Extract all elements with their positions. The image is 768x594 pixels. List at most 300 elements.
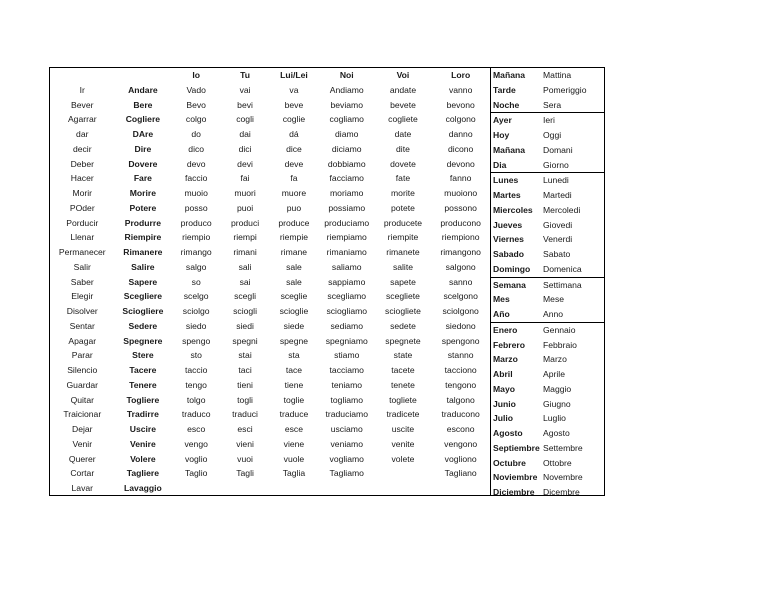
table-cell[interactable] [319, 481, 375, 496]
table-cell[interactable]: producete [383, 217, 423, 228]
table-cell[interactable]: do [191, 129, 201, 139]
table-cell[interactable]: tieni [237, 379, 253, 390]
table-cell[interactable]: Dejar [71, 424, 93, 434]
table-cell[interactable]: muori [234, 188, 256, 198]
table-cell[interactable] [375, 481, 432, 496]
table-cell[interactable]: siedi [236, 320, 254, 331]
table-cell[interactable]: sto [190, 350, 202, 361]
table-cell[interactable]: Cortar [70, 468, 95, 479]
table-cell[interactable]: rimaniamo [326, 247, 367, 257]
table-cell[interactable]: rimango [180, 247, 212, 257]
table-cell[interactable]: traduce [279, 409, 309, 420]
italian-word-cell[interactable]: Dicembre [543, 487, 580, 496]
spanish-word-cell[interactable]: Año [493, 309, 510, 319]
table-cell[interactable]: coglie [282, 114, 306, 125]
table-cell[interactable]: vai [239, 84, 251, 95]
table-cell[interactable]: dai [239, 129, 251, 139]
table-cell[interactable]: Tagliano [444, 468, 477, 479]
table-cell[interactable]: vogliono [444, 453, 477, 464]
table-cell[interactable]: sciogli [233, 306, 257, 316]
table-cell[interactable]: sappiamo [328, 276, 366, 287]
table-cell[interactable]: Salir [73, 261, 91, 272]
italian-word-cell[interactable]: Martedi [543, 190, 572, 200]
header-cell[interactable]: Noi [339, 70, 354, 80]
table-cell[interactable]: fate [395, 173, 411, 184]
table-cell[interactable]: riempite [387, 232, 419, 243]
table-cell[interactable]: produce [278, 217, 310, 228]
table-cell[interactable]: cogliamo [329, 114, 364, 125]
table-cell[interactable]: salite [392, 261, 413, 272]
table-cell[interactable]: devono [446, 158, 475, 169]
table-cell[interactable]: moriamo [330, 188, 364, 198]
table-cell[interactable]: Fare [133, 173, 152, 184]
table-cell[interactable]: sale [286, 276, 302, 287]
table-cell[interactable]: esco [187, 424, 206, 434]
table-cell[interactable]: tenete [391, 379, 415, 390]
table-cell[interactable]: produci [230, 217, 260, 228]
table-cell[interactable]: vuole [283, 453, 305, 464]
table-cell[interactable]: muoiono [444, 188, 478, 198]
italian-word-cell[interactable]: Mattina [543, 70, 572, 80]
table-cell[interactable]: cogli [236, 114, 254, 125]
spanish-word-cell[interactable]: Julio [493, 413, 514, 424]
vocab-row [491, 397, 604, 412]
table-row [50, 348, 490, 363]
table-cell[interactable]: usciamo [330, 424, 363, 434]
spanish-word-cell[interactable]: Junio [493, 398, 516, 409]
table-cell[interactable]: togliete [389, 394, 417, 405]
table-cell[interactable]: stiamo [334, 350, 360, 361]
italian-word-cell[interactable]: Maggio [543, 383, 572, 394]
table-cell[interactable]: colgono [445, 114, 476, 125]
table-cell[interactable]: potete [391, 202, 415, 213]
vocab-row [491, 232, 604, 247]
table-cell[interactable]: date [394, 129, 412, 139]
table-cell[interactable]: Hacer [70, 173, 94, 184]
table-cell[interactable]: tacciono [444, 365, 477, 375]
table-cell[interactable]: sedete [390, 320, 416, 331]
table-cell[interactable]: diciamo [331, 143, 362, 154]
table-cell[interactable]: spegni [232, 335, 258, 346]
table-cell[interactable]: toglie [283, 394, 305, 405]
table-cell[interactable]: Elegir [71, 291, 94, 302]
table-cell[interactable]: dicono [448, 143, 474, 154]
table-cell[interactable]: taccio [184, 365, 208, 375]
table-cell[interactable]: so [191, 276, 201, 287]
spanish-word-cell[interactable]: Dia [493, 159, 507, 170]
table-cell[interactable]: Scegliere [123, 291, 162, 302]
table-cell[interactable]: spengono [441, 335, 480, 346]
spanish-word-cell[interactable]: Hoy [493, 130, 510, 140]
table-cell[interactable]: dovete [390, 158, 416, 169]
table-cell[interactable]: Dire [134, 143, 152, 154]
table-cell[interactable]: Guardar [66, 379, 99, 390]
table-cell[interactable]: veniamo [330, 438, 363, 449]
italian-word-cell[interactable]: Sabato [543, 249, 571, 259]
table-cell[interactable]: traduciamo [325, 409, 368, 420]
table-cell[interactable]: dar [76, 129, 89, 139]
table-cell[interactable]: andate [389, 84, 417, 95]
table-cell[interactable]: togli [237, 394, 253, 405]
table-cell[interactable]: beviamo [330, 99, 363, 110]
table-cell[interactable]: taci [238, 365, 252, 375]
spanish-word-cell[interactable]: Agosto [493, 428, 523, 438]
vocab-group [491, 68, 604, 113]
table-cell[interactable]: vogliamo [329, 453, 364, 464]
table-cell[interactable]: Disolver [66, 306, 98, 316]
table-cell[interactable]: Tagliere [126, 468, 160, 479]
table-cell[interactable]: state [393, 350, 413, 361]
table-cell[interactable]: riempio [182, 232, 211, 243]
spanish-word-cell[interactable]: Mes [493, 294, 510, 305]
table-cell[interactable]: Vado [186, 84, 206, 95]
spanish-word-cell[interactable]: Lunes [493, 175, 519, 186]
spanish-word-cell[interactable]: Tarde [493, 84, 516, 95]
italian-word-cell[interactable]: Giorno [543, 159, 569, 170]
table-cell[interactable]: Sciogliere [122, 306, 164, 316]
table-cell[interactable]: riempie [279, 232, 309, 243]
table-cell[interactable]: rimangono [440, 247, 481, 257]
spanish-word-cell[interactable]: Mañana [493, 144, 525, 155]
table-cell[interactable]: vanno [448, 84, 473, 95]
table-cell[interactable]: Bevo [186, 99, 206, 110]
table-cell[interactable]: traduco [181, 409, 211, 420]
table-cell[interactable]: cogliete [388, 114, 418, 125]
table-cell[interactable]: tradicete [386, 409, 420, 420]
table-cell[interactable]: faccio [184, 173, 208, 184]
italian-word-cell[interactable]: Lunedi [543, 175, 569, 186]
spanish-word-cell[interactable]: Diciembre [493, 487, 535, 496]
table-cell[interactable]: Riempire [124, 232, 162, 243]
table-cell[interactable]: spegne [279, 335, 309, 346]
spanish-word-cell[interactable]: Ayer [493, 115, 512, 126]
table-cell[interactable]: possono [444, 202, 477, 213]
table-cell[interactable]: riempiamo [326, 232, 367, 243]
table-cell[interactable]: deve [284, 158, 304, 169]
table-cell[interactable]: Andiamo [329, 84, 364, 95]
table-cell[interactable] [221, 481, 269, 496]
table-cell[interactable]: sale [286, 261, 302, 272]
table-cell[interactable]: Sedere [128, 320, 158, 331]
table-cell[interactable]: tengo [185, 379, 207, 390]
italian-word-cell[interactable]: Ieri [543, 115, 555, 126]
table-cell[interactable]: rimani [233, 247, 257, 257]
table-cell[interactable]: Llenar [70, 232, 95, 243]
table-cell[interactable]: salgono [445, 261, 476, 272]
table-cell[interactable]: scelgo [183, 291, 209, 302]
table-cell[interactable] [431, 481, 490, 496]
table-cell[interactable]: Quitar [70, 394, 94, 405]
table-cell[interactable] [171, 481, 221, 496]
spanish-word-cell[interactable]: Viernes [493, 234, 524, 245]
table-cell[interactable]: spegnete [385, 335, 421, 346]
table-cell[interactable]: dici [238, 143, 252, 154]
table-cell[interactable]: morite [391, 188, 415, 198]
header-cell[interactable] [115, 68, 172, 83]
italian-word-cell[interactable]: Giovedi [543, 219, 573, 230]
table-cell[interactable]: tacciamo [329, 365, 364, 375]
table-cell[interactable]: togliamo [330, 394, 363, 405]
table-cell[interactable]: Spegnere [123, 335, 163, 346]
table-cell[interactable]: scelgono [443, 291, 478, 302]
italian-word-cell[interactable]: Novembre [543, 472, 583, 483]
italian-word-cell[interactable]: Pomeriggio [543, 84, 587, 95]
table-cell[interactable]: scioglie [279, 306, 309, 316]
table-cell[interactable]: Bere [133, 99, 153, 110]
spanish-word-cell[interactable]: Marzo [493, 354, 518, 365]
table-cell[interactable]: tace [285, 365, 303, 375]
header-cell[interactable]: Loro [451, 70, 471, 80]
table-cell[interactable]: sapete [390, 276, 416, 287]
table-cell[interactable]: dite [396, 143, 410, 154]
spanish-word-cell[interactable]: Martes [493, 190, 521, 200]
spanish-word-cell[interactable]: Noviembre [493, 472, 538, 483]
table-cell[interactable]: saliamo [331, 261, 362, 272]
table-cell[interactable]: rimane [280, 247, 308, 257]
table-cell[interactable]: voglio [184, 453, 208, 464]
table-cell[interactable]: Salire [131, 261, 155, 272]
table-cell[interactable]: Taglio [184, 468, 208, 479]
table-cell[interactable]: spegniamo [325, 335, 368, 346]
table-cell[interactable]: dobbiamo [327, 158, 366, 169]
table-cell[interactable]: Togliere [126, 394, 160, 405]
table-cell[interactable]: Agarrar [67, 114, 97, 125]
table-cell[interactable]: tolgo [186, 394, 206, 405]
table-cell[interactable]: muoio [184, 188, 208, 198]
vocab-row [491, 426, 604, 441]
table-cell[interactable]: Tradirre [126, 409, 159, 420]
table-cell[interactable]: Apagar [68, 335, 97, 346]
table-cell[interactable]: produco [180, 217, 212, 228]
table-cell[interactable]: Traicionar [63, 409, 102, 420]
table-cell[interactable]: vengo [184, 438, 208, 449]
table-cell[interactable]: sciogliete [385, 306, 421, 316]
italian-word-cell[interactable]: Settembre [543, 442, 583, 453]
spanish-word-cell[interactable]: Octubre [493, 457, 526, 468]
table-row [50, 466, 490, 481]
table-cell[interactable]: Tagli [236, 468, 254, 479]
table-cell[interactable]: sciolgo [182, 306, 210, 316]
table-cell[interactable]: Venir [72, 438, 93, 449]
table-cell[interactable]: Ir [79, 84, 85, 95]
table-cell[interactable]: bevi [237, 99, 253, 110]
table-cell[interactable]: volete [391, 453, 415, 464]
table-cell[interactable]: posso [184, 202, 208, 213]
table-cell[interactable]: tacete [391, 365, 415, 375]
table-cell[interactable]: Venire [129, 438, 156, 449]
table-cell[interactable]: Porducir [66, 217, 99, 228]
table-cell[interactable]: devi [237, 158, 253, 169]
table-cell[interactable]: Andare [128, 84, 158, 95]
italian-word-cell[interactable]: Ottobre [543, 457, 572, 468]
header-cell[interactable]: Lui/Lei [280, 70, 308, 80]
table-cell[interactable]: dico [188, 143, 205, 154]
table-cell[interactable]: stai [238, 350, 252, 361]
italian-word-cell[interactable]: Giugno [543, 398, 571, 409]
table-cell[interactable]: devo [186, 158, 206, 169]
table-cell[interactable]: Stere [132, 350, 154, 361]
italian-word-cell[interactable]: Anno [543, 309, 564, 319]
italian-word-cell[interactable]: Mercoledi [543, 204, 581, 215]
italian-word-cell[interactable]: Venerdi [543, 234, 573, 245]
table-cell[interactable]: talgono [446, 394, 475, 405]
table-cell[interactable]: Tenere [129, 379, 157, 390]
table-cell[interactable]: tiene [284, 379, 304, 390]
header-cell[interactable] [50, 68, 115, 83]
table-cell[interactable]: bevono [446, 99, 475, 110]
italian-word-cell[interactable]: Settimana [543, 279, 582, 290]
table-cell[interactable]: dice [286, 143, 302, 154]
table-cell[interactable]: Morir [72, 188, 93, 198]
table-cell[interactable]: uscite [391, 424, 415, 434]
table-cell[interactable] [269, 481, 319, 496]
table-row [50, 452, 490, 467]
table-cell[interactable]: vengono [444, 438, 478, 449]
table-cell[interactable]: rimanete [386, 247, 420, 257]
vocab-row [491, 278, 604, 293]
table-cell[interactable]: siede [283, 320, 305, 331]
table-cell[interactable]: Volere [130, 453, 156, 464]
table-cell[interactable]: puoi [236, 202, 254, 213]
italian-word-cell[interactable]: Gennaio [543, 324, 576, 335]
spanish-word-cell[interactable]: Septiembre [493, 442, 540, 453]
table-cell[interactable]: riempiono [441, 232, 480, 243]
table-cell[interactable]: sciolgono [442, 306, 479, 316]
table-cell[interactable]: esce [284, 424, 304, 434]
table-cell[interactable]: scegliamo [327, 291, 367, 302]
header-cell[interactable]: Tu [240, 70, 250, 80]
table-cell[interactable]: Produrre [124, 217, 162, 228]
table-cell[interactable]: diamo [335, 129, 359, 139]
table-cell[interactable]: spengo [182, 335, 211, 346]
spanish-word-cell[interactable]: Domingo [493, 263, 531, 274]
table-cell[interactable]: Tagliamo [329, 468, 364, 479]
spanish-word-cell[interactable]: Mayo [493, 383, 515, 394]
table-cell[interactable]: Querer [68, 453, 96, 464]
table-cell[interactable]: sanno [448, 276, 473, 287]
table-cell[interactable]: teniamo [331, 379, 363, 390]
table-cell[interactable]: facciamo [329, 173, 364, 184]
table-cell[interactable]: venite [391, 438, 415, 449]
table-cell[interactable]: sciogliamo [326, 306, 368, 316]
table-cell[interactable]: Morire [129, 188, 157, 198]
table-cell[interactable]: Uscire [129, 424, 157, 434]
table-cell[interactable]: Rimanere [123, 247, 163, 257]
table-cell[interactable]: Cogliere [125, 114, 161, 125]
table-cell[interactable]: DAre [132, 129, 154, 139]
table-cell[interactable]: Sapere [128, 276, 158, 287]
table-cell[interactable]: sali [238, 261, 252, 272]
table-cell[interactable]: Potere [129, 202, 157, 213]
spanish-word-cell[interactable]: Febrero [493, 339, 525, 350]
table-cell[interactable]: Permanecer [58, 247, 106, 257]
table-cell[interactable]: Parar [71, 350, 93, 361]
italian-word-cell[interactable]: Oggi [543, 130, 562, 140]
italian-word-cell[interactable]: Febbraio [543, 339, 577, 350]
italian-word-cell[interactable]: Domani [543, 144, 573, 155]
table-cell[interactable]: sai [239, 276, 251, 287]
table-cell[interactable]: sceglie [280, 291, 308, 302]
table-cell[interactable]: possiamo [328, 202, 366, 213]
table-cell[interactable]: salgo [185, 261, 207, 272]
spanish-word-cell[interactable]: Jueves [493, 219, 523, 230]
table-cell[interactable]: fanno [449, 173, 472, 184]
italian-word-cell[interactable]: Marzo [543, 354, 567, 365]
table-cell[interactable]: produciamo [324, 217, 370, 228]
spanish-word-cell[interactable]: Enero [493, 324, 518, 335]
italian-word-cell[interactable]: Sera [543, 99, 562, 110]
table-cell[interactable]: Dovere [128, 158, 158, 169]
table-cell[interactable]: traducono [441, 409, 480, 420]
spanish-word-cell[interactable]: Mañana [493, 70, 525, 80]
table-cell[interactable]: dá [289, 129, 299, 139]
table-cell[interactable]: fa [290, 173, 298, 184]
table-cell[interactable]: muore [281, 188, 307, 198]
table-cell[interactable]: escono [446, 424, 475, 434]
header-cell[interactable]: Io [192, 70, 200, 80]
table-row [50, 275, 490, 290]
table-cell[interactable]: danno [448, 129, 473, 139]
table-cell[interactable]: Lavaggio [124, 483, 162, 493]
table-cell[interactable]: beve [284, 99, 304, 110]
table-cell[interactable]: sta [288, 350, 300, 361]
table-cell[interactable]: Sentar [69, 320, 95, 331]
spanish-word-cell[interactable]: Noche [493, 99, 520, 110]
spanish-word-cell[interactable]: Sabado [493, 249, 525, 259]
table-cell[interactable]: traduci [232, 409, 258, 420]
italian-word-cell[interactable]: Domenica [543, 263, 582, 274]
table-cell[interactable]: Saber [70, 276, 94, 287]
table-cell[interactable]: Silencio [67, 365, 98, 375]
table-cell[interactable]: tengono [445, 379, 477, 390]
table-cell[interactable]: puo [286, 202, 302, 213]
table-cell[interactable]: Bever [71, 99, 94, 110]
table-cell[interactable]: Tacere [129, 365, 157, 375]
table-cell[interactable]: colgo [185, 114, 207, 125]
italian-word-cell[interactable]: Agosto [543, 428, 570, 438]
vocab-row [491, 203, 604, 218]
table-cell[interactable]: Deber [70, 158, 94, 169]
table-cell[interactable]: stanno [447, 350, 474, 361]
spanish-word-cell[interactable]: Semana [493, 279, 526, 290]
table-cell[interactable]: vuoi [237, 453, 253, 464]
table-cell[interactable]: Lavar [71, 483, 94, 493]
table-cell[interactable]: fai [240, 173, 250, 184]
table-cell[interactable]: POder [69, 202, 95, 213]
italian-word-cell[interactable]: Mese [543, 294, 565, 305]
table-cell[interactable]: Taglia [282, 468, 306, 479]
spanish-word-cell[interactable]: Miercoles [493, 204, 533, 215]
table-cell[interactable]: scegliete [386, 291, 420, 302]
table-cell[interactable]: decir [72, 143, 92, 154]
spanish-word-cell[interactable]: Abril [493, 369, 513, 379]
italian-word-cell[interactable]: Luglio [543, 413, 566, 424]
table-cell[interactable]: producono [440, 217, 481, 228]
italian-word-cell[interactable]: Aprile [543, 369, 565, 379]
table-cell[interactable]: esci [237, 424, 253, 434]
table-cell[interactable]: sediamo [330, 320, 363, 331]
table-cell[interactable]: siedono [445, 320, 476, 331]
table-cell[interactable]: viene [283, 438, 305, 449]
table-cell[interactable]: scegli [234, 291, 257, 302]
table-cell[interactable]: bevete [390, 99, 416, 110]
header-cell[interactable]: Voi [396, 70, 410, 80]
table-cell[interactable]: siedo [185, 320, 207, 331]
table-cell[interactable] [375, 466, 432, 481]
table-cell[interactable]: riempi [233, 232, 257, 243]
table-cell[interactable]: vieni [236, 438, 254, 449]
table-cell[interactable]: va [289, 84, 299, 95]
